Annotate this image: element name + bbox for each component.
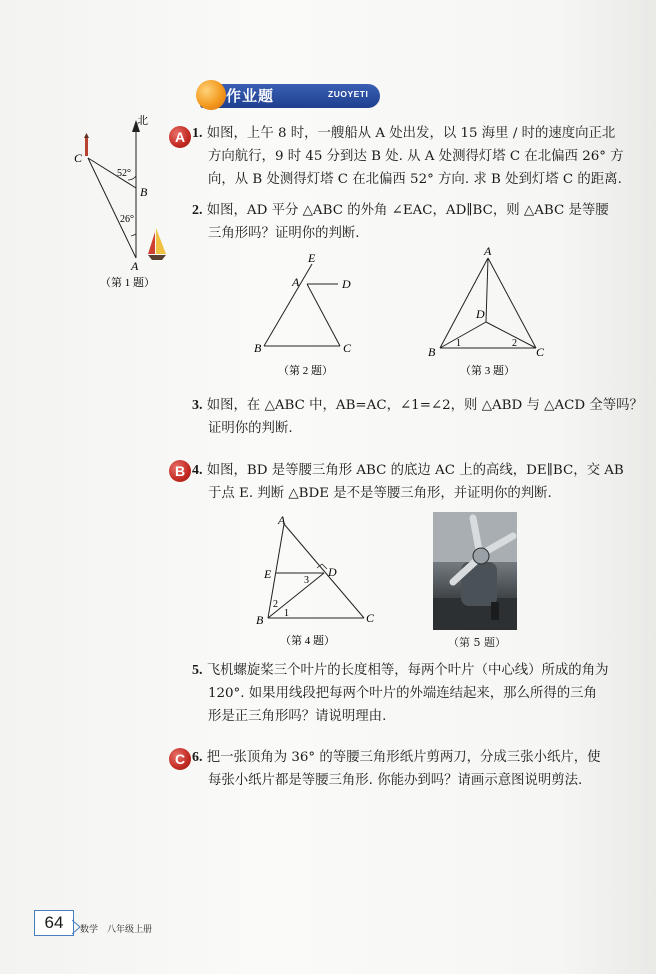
fig1-north-label: 北 xyxy=(137,115,148,127)
orange-ball-icon xyxy=(196,80,226,110)
lighthouse-icon xyxy=(85,138,88,156)
fig1-caption: （第 1 题） xyxy=(100,277,155,288)
fig2-label-c: C xyxy=(343,341,352,355)
fig2-label-b: B xyxy=(254,341,262,355)
question-5-line-2: 120°. 如果用线段把每两个叶片的外端连结起来，那么所得的三角 xyxy=(208,686,597,701)
question-4-line-1: 如图，BD 是等腰三角形 ABC 的底边 AC 上的高线，DE∥BC，交 AB xyxy=(206,463,624,478)
section-subtitle: ZUOYETI xyxy=(328,89,369,99)
question-5 xyxy=(192,659,608,728)
page-number: 64 xyxy=(34,910,74,936)
fig1-angle-arc-bottom xyxy=(131,234,136,236)
propeller-hub xyxy=(473,548,489,564)
question-5-number: 5. xyxy=(192,663,203,678)
fig3-angle-2: 2 xyxy=(512,338,517,349)
lighthouse-roof xyxy=(84,133,89,138)
fig4-angle-1: 1 xyxy=(284,608,289,619)
fig2-label-e: E xyxy=(308,251,316,265)
landing-gear xyxy=(491,602,499,620)
fig4-line-bd xyxy=(268,573,324,618)
fig4-label-d: D xyxy=(328,565,337,579)
fig3-line-ad xyxy=(486,258,488,322)
boat-hull-icon xyxy=(148,255,166,260)
fig1-angle-bottom: 26° xyxy=(120,214,134,225)
fig1-label-c: C xyxy=(74,151,83,165)
question-1-number: 1. xyxy=(192,126,203,141)
question-2-line-2: 三角形吗？证明你的判断. xyxy=(208,226,360,241)
fig2-line-ac xyxy=(307,284,340,346)
level-c-badge: C xyxy=(169,748,191,770)
question-3 xyxy=(192,394,643,440)
question-4-number: 4. xyxy=(192,463,203,478)
fig3-label-a: A xyxy=(484,244,492,258)
figure-1 xyxy=(70,108,180,288)
question-6-line-2: 每张小纸片都是等腰三角形. 你能办到吗？请画示意图说明剪法. xyxy=(208,773,583,788)
question-4-line-2: 于点 E. 判断 △BDE 是不是等腰三角形，并证明你的判断. xyxy=(208,486,552,501)
figure-3 xyxy=(426,244,546,380)
question-5-line-1: 飞机螺旋桨三个叶片的长度相等，每两个叶片（中心线）所成的角为 xyxy=(206,663,609,678)
fig4-angle-3: 3 xyxy=(304,575,309,586)
propeller-illustration xyxy=(433,512,517,630)
fig4-angle-2: 2 xyxy=(273,599,278,610)
fig5-caption: （第 5 题） xyxy=(448,636,506,649)
question-1-line-1: 如图，上午 8 时，一艘船从 A 处出发，以 15 海里 / 时的速度向正北 xyxy=(206,126,616,141)
fig3-label-c: C xyxy=(536,345,545,359)
question-1 xyxy=(192,122,624,191)
fig3-angle-1: 1 xyxy=(456,338,461,349)
question-5-line-3: 形是正三角形吗？请说明理由. xyxy=(208,709,387,724)
level-a-badge: A xyxy=(169,126,191,148)
question-3-line-1: 如图，在 △ABC 中，AB=AC，∠1=∠2，则 △ABD 与 △ACD 全等吗？ xyxy=(206,398,643,413)
boat-sail-icon xyxy=(156,228,166,254)
question-1-line-2: 方向航行，9 时 45 分到达 B 处. 从 A 处测得灯塔 C 在北偏西 26° 方 xyxy=(208,149,624,164)
fig3-caption: （第 3 题） xyxy=(460,365,515,377)
fig4-line-ac xyxy=(284,524,364,618)
figure-4 xyxy=(254,512,384,650)
propeller-photo xyxy=(433,512,517,630)
fig3-label-b: B xyxy=(428,345,436,359)
fig3-label-d: D xyxy=(476,307,485,321)
fig2-label-d: D xyxy=(342,277,351,291)
fig2-label-a: A xyxy=(292,275,300,289)
fig2-caption: （第 2 题） xyxy=(278,365,333,377)
question-2-line-1: 如图，AD 平分 △ABC 的外角 ∠EAC，AD∥BC，则 △ABC 是等腰 xyxy=(206,203,609,218)
boat-sail-2-icon xyxy=(148,232,155,254)
fig4-label-e: E xyxy=(264,567,272,581)
question-3-line-2: 证明你的判断. xyxy=(208,421,293,436)
fig4-caption: （第 4 题） xyxy=(280,635,335,647)
question-2-number: 2. xyxy=(192,203,203,218)
fig4-label-c: C xyxy=(366,611,375,625)
fig3-line-cd xyxy=(486,322,536,348)
question-1-line-3: 向，从 B 处测得灯塔 C 在北偏西 52° 方向. 求 B 处到灯塔 C 的距离. xyxy=(208,172,622,187)
fig1-label-b: B xyxy=(140,185,148,199)
fig2-line-eb xyxy=(264,264,312,346)
level-b-badge: B xyxy=(169,460,191,482)
fig4-label-a: A xyxy=(278,513,286,527)
fig3-line-ac xyxy=(488,258,536,348)
fig1-label-a: A xyxy=(131,259,139,273)
question-2 xyxy=(192,199,609,245)
figure-2 xyxy=(250,248,360,378)
question-3-number: 3. xyxy=(192,398,203,413)
section-title: 作业题 xyxy=(226,87,275,105)
fig4-label-b: B xyxy=(256,613,264,627)
question-6 xyxy=(192,746,601,792)
book-title: 数学 八年级上册 xyxy=(80,925,153,935)
fig1-angle-top: 52° xyxy=(117,168,131,179)
question-4 xyxy=(192,459,624,505)
question-6-line-1: 把一张顶角为 36° 的等腰三角形纸片剪两刀，分成三张小纸片，使 xyxy=(206,750,601,765)
question-6-number: 6. xyxy=(192,750,203,765)
